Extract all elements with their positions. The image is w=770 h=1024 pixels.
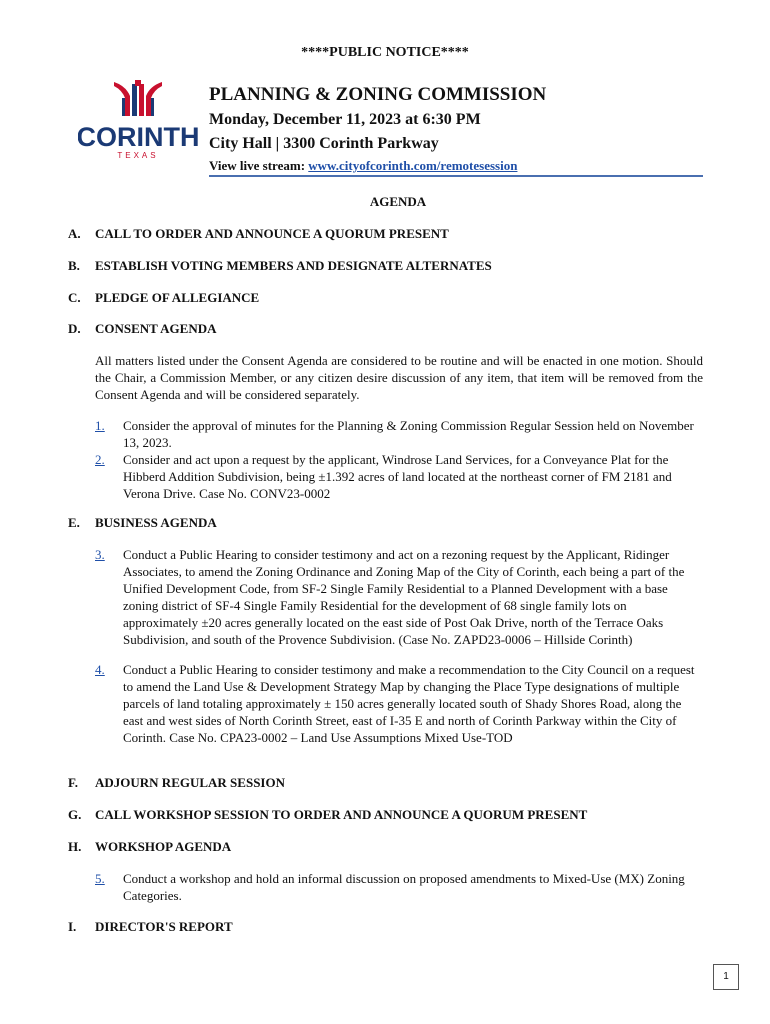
section-a	[68, 226, 449, 242]
agenda-item-2	[95, 451, 703, 502]
section-title: DIRECTOR'S REPORT	[95, 919, 233, 934]
public-notice-heading: ****PUBLIC NOTICE****	[301, 45, 469, 60]
item-text: Consider and act upon a request by the applicant, Windrose Land Services, for a Conveyance Plat for the Hibberd Addition Subdivision, being ±1.392 acres of land located at the northeast corner of FM 2181 and Verona Drive. Case No. CONV23-0002	[123, 452, 672, 501]
section-d	[68, 321, 216, 337]
meeting-header	[209, 84, 704, 174]
section-title: BUSINESS AGENDA	[95, 515, 217, 530]
item-number-link[interactable]: 1.	[95, 418, 105, 433]
item-number-link[interactable]: 5.	[95, 871, 105, 886]
consent-agenda-intro: All matters listed under the Consent Agenda are considered to be routine and will be enacted in one motion. Should the Chair, a Commission Member, or any citizen desire discussion of any item, that item will be removed from the Consent Agenda and will be considered separately.	[95, 353, 703, 402]
section-title: PLEDGE OF ALLEGIANCE	[95, 290, 260, 305]
live-stream-line	[209, 158, 704, 174]
item-text: Conduct a Public Hearing to consider testimony and make a recommendation to the City Council on a request to amend the Land Use & Development Strategy Map by changing the Place Type designations of multiple parcels of land totaling approximately ± 150 acres generally located south of Shady Shores Road, along the east and west sides of North Corinth Street, east of I-35 E and north of Corinth Parkway within the City of Corinth. Case No. CPA23-0002 – Land Use Assumptions Mixed Use-TOD	[123, 662, 695, 745]
item-number-link[interactable]: 4.	[95, 662, 105, 677]
section-letter: A.	[68, 226, 81, 241]
item-number-link[interactable]: 3.	[95, 547, 105, 562]
agenda-item-3	[95, 546, 703, 648]
item-text: Consider the approval of minutes for the Planning & Zoning Commission Regular Session held on November 13, 2023.	[123, 418, 694, 450]
corinth-logo-icon	[78, 80, 198, 160]
agenda-item-1	[95, 417, 703, 451]
meeting-location: City Hall | 3300 Corinth Parkway	[209, 135, 439, 152]
agenda-item-5	[95, 870, 703, 904]
section-letter: E.	[68, 515, 80, 530]
logo-wordmark: CORINTH	[78, 122, 198, 152]
section-c	[68, 290, 259, 306]
section-letter: B.	[68, 258, 80, 273]
agenda-heading: AGENDA	[369, 194, 427, 209]
stream-link[interactable]: www.cityofcorinth.com/remotesession	[308, 158, 518, 173]
section-letter: D.	[68, 321, 81, 336]
section-b	[68, 258, 492, 274]
section-g	[68, 807, 587, 823]
commission-title: PLANNING & ZONING COMMISSION	[209, 84, 547, 105]
section-i	[68, 919, 233, 935]
header-divider	[209, 175, 703, 177]
section-f	[68, 775, 285, 791]
item-text: Conduct a Public Hearing to consider testimony and act on a rezoning request by the Applicant, Ridinger Associates, to amend the Zoning Ordinance and Zoning Map of the City of Corinth, each being a part of the Unified Development Code, from SF-2 Single Family Residential to a Planned Development with a base zoning district of SF-4 Single Family Residential for the development of 68 single family lots on approximately ±20 acres generally located on the east side of Post Oak Drive, north of the Terrace Oaks Subdivision, and south of the Provence Subdivision. (Case No. ZAPD23-0006 – Hillside Corinth)	[123, 547, 685, 647]
item-text: Conduct a workshop and hold an informal discussion on proposed amendments to Mixed-Use (MX) Zoning Categories.	[123, 871, 685, 903]
section-letter: G.	[68, 807, 82, 822]
section-title: CALL TO ORDER AND ANNOUNCE A QUORUM PRESENT	[95, 226, 449, 241]
page-number: 1	[713, 964, 739, 990]
section-title: ESTABLISH VOTING MEMBERS AND DESIGNATE ALTERNATES	[95, 258, 492, 273]
section-letter: C.	[68, 290, 81, 305]
stream-label: View live stream:	[209, 158, 306, 173]
meeting-date: Monday, December 11, 2023 at 6:30 PM	[209, 111, 481, 128]
section-letter: I.	[68, 919, 77, 934]
item-number-link[interactable]: 2.	[95, 452, 105, 467]
section-letter: F.	[68, 775, 78, 790]
logo-state: TEXAS	[117, 151, 159, 160]
section-h	[68, 839, 231, 855]
section-letter: H.	[68, 839, 82, 854]
agenda-item-4	[95, 661, 703, 746]
section-title: CONSENT AGENDA	[95, 321, 217, 336]
section-e	[68, 515, 217, 531]
city-logo	[78, 80, 198, 160]
section-title: CALL WORKSHOP SESSION TO ORDER AND ANNOUNCE A QUORUM PRESENT	[95, 807, 588, 822]
section-title: ADJOURN REGULAR SESSION	[95, 775, 285, 790]
section-title: WORKSHOP AGENDA	[95, 839, 232, 854]
